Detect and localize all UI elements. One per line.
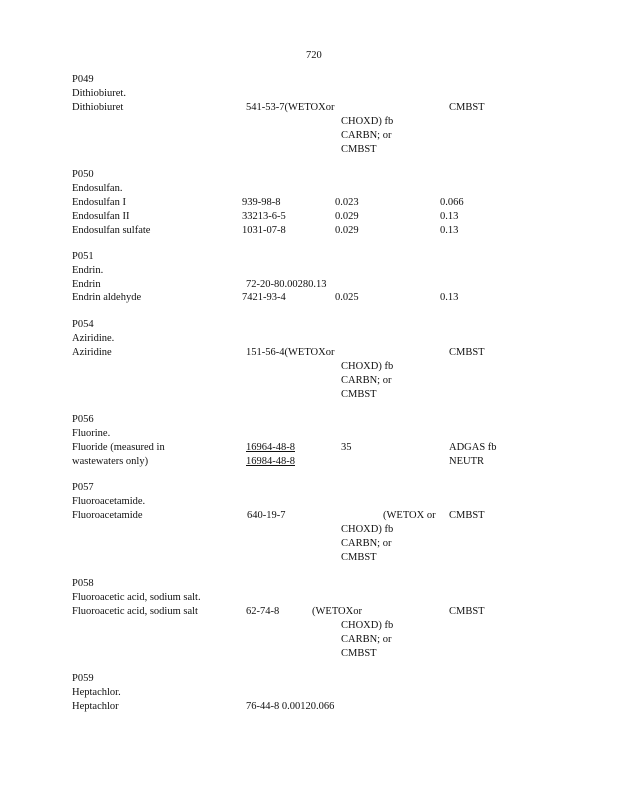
constituent-name: Endosulfan I [72, 197, 126, 208]
technology-line: CMBST [341, 389, 377, 400]
nonwastewater-standard-cont: NEUTR [449, 456, 484, 467]
waste-name: Dithiobiuret. [72, 88, 126, 99]
constituent-name: Fluoride (measured in [72, 442, 165, 453]
cas-number: 939-98-8 [242, 197, 281, 208]
wastewater-technology: (WETOXor [312, 606, 362, 617]
technology-line: CARBN; or [341, 130, 392, 141]
technology-line: CMBST [341, 552, 377, 563]
waste-code: P057 [72, 482, 94, 493]
technology-line: CHOXD) fb [341, 116, 394, 127]
nonwastewater-standard: ADGAS fb [449, 442, 497, 453]
wastewater-standard: 0.029 [335, 225, 359, 236]
waste-code: P058 [72, 578, 94, 589]
wastewater-technology: (WETOX or [383, 510, 436, 521]
constituent-name: Endosulfan sulfate [72, 225, 151, 236]
cas-number: 7421-93-4 [242, 292, 286, 303]
constituent-name: Endrin aldehyde [72, 292, 142, 303]
waste-code: P056 [72, 414, 94, 425]
technology-line: CMBST [341, 648, 377, 659]
technology-line: CMBST [341, 144, 377, 155]
waste-name: Fluorine. [72, 428, 111, 439]
cas-number-deleted: 16964-48-8 [246, 442, 295, 453]
constituent-name: Fluoroacetic acid, sodium salt [72, 606, 198, 617]
constituent-name: Endosulfan II [72, 211, 130, 222]
cas-number: 1031-07-8 [242, 225, 286, 236]
technology-line: CARBN; or [341, 375, 392, 386]
cas-number: 62-74-8 [246, 606, 280, 617]
cas-number: 640-19-7 [247, 510, 286, 521]
wastewater-standard: 0.023 [335, 197, 359, 208]
cas-and-standards: 72-20-80.00280.13 [246, 279, 327, 290]
nonwastewater-standard: CMBST [449, 510, 485, 521]
cas-number: 33213-6-5 [242, 211, 286, 222]
waste-name: Fluoroacetamide. [72, 496, 146, 507]
nonwastewater-standard: 0.13 [440, 211, 459, 222]
nonwastewater-standard: CMBST [449, 606, 485, 617]
waste-code: P049 [72, 74, 94, 85]
cas-number: 151-56-4(WETOXor [246, 347, 335, 358]
waste-code: P054 [72, 319, 94, 330]
technology-line: CARBN; or [341, 538, 392, 549]
constituent-name: Endrin [72, 279, 101, 290]
constituent-name: Aziridine [72, 347, 112, 358]
waste-name: Heptachlor. [72, 687, 121, 698]
constituent-name-cont: wastewaters only) [72, 456, 149, 467]
wastewater-standard: 0.025 [335, 292, 359, 303]
nonwastewater-standard: CMBST [449, 347, 485, 358]
waste-code: P051 [72, 251, 94, 262]
cas-number: 541-53-7(WETOXor [246, 102, 335, 113]
technology-line: CHOXD) fb [341, 361, 394, 372]
constituent-name: Heptachlor [72, 701, 119, 712]
page-number: 720 [306, 50, 322, 61]
nonwastewater-standard: 0.066 [440, 197, 464, 208]
waste-code: P050 [72, 169, 94, 180]
cas-number-inserted: 16984-48-8 [246, 456, 295, 467]
constituent-name: Dithiobiuret [72, 102, 124, 113]
waste-name: Endosulfan. [72, 183, 123, 194]
constituent-name: Fluoroacetamide [72, 510, 143, 521]
wastewater-standard: 35 [341, 442, 352, 453]
waste-name: Fluoroacetic acid, sodium salt. [72, 592, 201, 603]
cas-and-standards: 76-44-8 0.00120.066 [246, 701, 335, 712]
technology-line: CARBN; or [341, 634, 392, 645]
nonwastewater-standard: 0.13 [440, 225, 459, 236]
waste-code: P059 [72, 673, 94, 684]
wastewater-standard: 0.029 [335, 211, 359, 222]
technology-line: CHOXD) fb [341, 524, 394, 535]
nonwastewater-standard: 0.13 [440, 292, 459, 303]
waste-name: Endrin. [72, 265, 104, 276]
nonwastewater-standard: CMBST [449, 102, 485, 113]
waste-name: Aziridine. [72, 333, 115, 344]
technology-line: CHOXD) fb [341, 620, 394, 631]
